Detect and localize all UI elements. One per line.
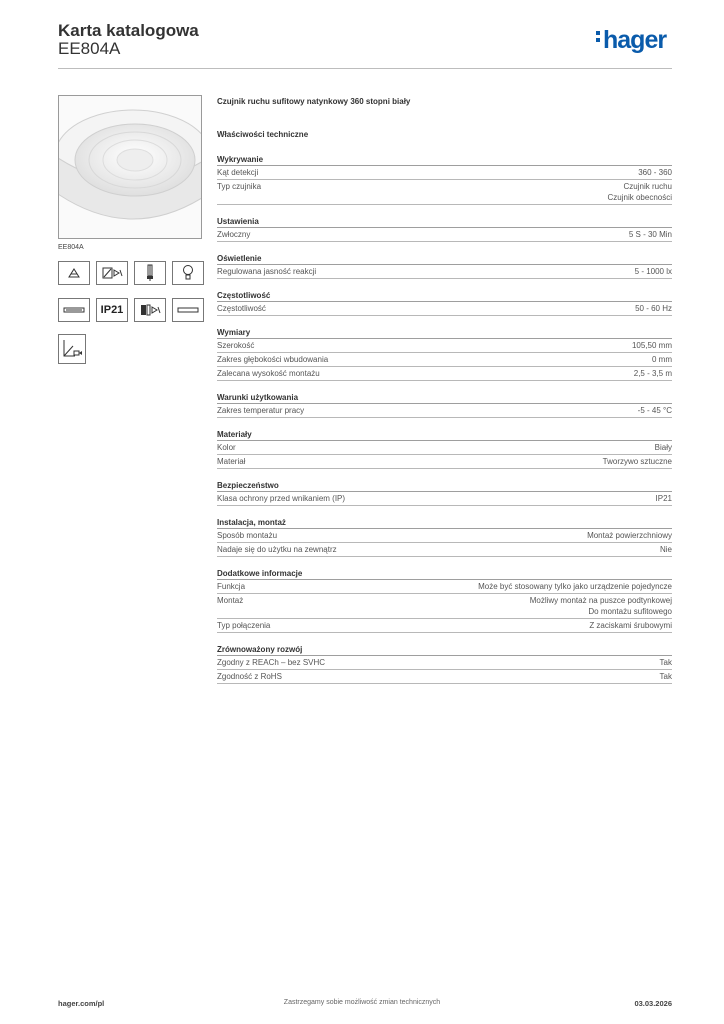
spec-label: Materiał bbox=[217, 457, 246, 466]
spec-label: Kolor bbox=[217, 443, 236, 452]
spec-value bbox=[632, 340, 672, 351]
spec-group-title: Instalacja, montaż bbox=[217, 517, 672, 529]
spec-label: Kąt detekcji bbox=[217, 168, 259, 177]
spec-label: Typ czujnika bbox=[217, 182, 262, 191]
spec-value-line: Biały bbox=[654, 443, 672, 452]
spec-value-line: Może być stosowany tylko jako urządzenie pojedyncze bbox=[478, 582, 672, 591]
spec-value bbox=[608, 181, 672, 203]
image-caption: EE804A bbox=[58, 244, 84, 251]
spec-row bbox=[217, 529, 672, 543]
spec-row bbox=[217, 580, 672, 594]
spec-value-line: Tworzywo sztuczne bbox=[602, 457, 672, 466]
spec-row bbox=[217, 228, 672, 242]
spec-value-line: Montaż powierzchniowy bbox=[587, 531, 672, 540]
led-strip-icon bbox=[58, 298, 90, 322]
spec-group-title: Oświetlenie bbox=[217, 253, 672, 265]
spec-value-line: -5 - 45 °C bbox=[637, 406, 672, 415]
spec-row bbox=[217, 492, 672, 506]
spec-group-title: Dodatkowe informacje bbox=[217, 568, 672, 580]
spec-row bbox=[217, 166, 672, 180]
spec-label: Zakres temperatur pracy bbox=[217, 406, 305, 415]
spec-value bbox=[660, 657, 672, 668]
ceiling-sensor-icon bbox=[59, 96, 202, 239]
spec-row bbox=[217, 367, 672, 381]
spec-label: Częstotliwość bbox=[217, 304, 266, 313]
product-name: Czujnik ruchu sufitowy natynkowy 360 stopni biały bbox=[217, 97, 411, 106]
technical-properties-heading: Właściwości techniczne bbox=[217, 130, 309, 139]
spec-row bbox=[217, 619, 672, 633]
spec-value bbox=[655, 442, 672, 453]
product-code: EE804A bbox=[58, 39, 121, 58]
spec-value-line: 50 - 60 Hz bbox=[635, 304, 672, 313]
fluorescent-lamp-icon bbox=[134, 261, 166, 285]
motion-sensor-icon bbox=[96, 261, 128, 285]
spec-value-line: Czujnik ruchu bbox=[623, 182, 672, 191]
spec-value bbox=[660, 544, 672, 555]
spec-value-line: Nie bbox=[659, 545, 672, 554]
spec-value-line: Do montażu sufitowego bbox=[588, 607, 672, 616]
spec-value bbox=[656, 493, 672, 504]
spec-value-line: 360 - 360 bbox=[638, 168, 672, 177]
spec-label: Zakres głębokości wbudowania bbox=[217, 355, 329, 364]
incandescent-bulb-icon bbox=[172, 261, 204, 285]
spec-label: Nadaje się do użytku na zewnątrz bbox=[217, 545, 337, 554]
product-image bbox=[58, 95, 202, 239]
spec-group-title: Wykrywanie bbox=[217, 154, 672, 166]
ceiling-mount-icon bbox=[58, 261, 90, 285]
spec-value-line: 105,50 mm bbox=[631, 341, 672, 350]
spec-label: Szerokość bbox=[217, 341, 255, 350]
spec-group-title: Bezpieczeństwo bbox=[217, 480, 672, 492]
spec-row bbox=[217, 656, 672, 670]
spec-row bbox=[217, 455, 672, 469]
footer-disclaimer: Zastrzegamy sobie możliwość zmian technicznych bbox=[283, 999, 441, 1006]
document-title: Karta katalogowa bbox=[58, 21, 199, 40]
spec-label: Sposób montażu bbox=[217, 531, 278, 540]
spec-label: Montaż bbox=[217, 596, 244, 605]
logo-dots-icon bbox=[596, 28, 601, 45]
spec-value bbox=[635, 303, 672, 314]
spec-value bbox=[638, 405, 672, 416]
ip21-icon: IP21 bbox=[96, 298, 128, 322]
spec-group-title: Zrównoważony rozwój bbox=[217, 644, 672, 656]
spec-label: Funkcja bbox=[217, 582, 246, 591]
header-divider bbox=[58, 68, 672, 69]
spec-label: Klasa ochrony przed wnikaniem (IP) bbox=[217, 494, 346, 503]
hager-logo[interactable]: hager bbox=[596, 26, 666, 55]
spec-row bbox=[217, 543, 672, 557]
spec-value-line: Tak bbox=[659, 672, 672, 681]
spec-value bbox=[530, 595, 672, 617]
spec-value bbox=[638, 167, 672, 178]
spec-row bbox=[217, 670, 672, 684]
spec-row bbox=[217, 302, 672, 316]
spec-label: Typ połączenia bbox=[217, 621, 271, 630]
spec-value bbox=[629, 229, 672, 240]
spec-value bbox=[589, 620, 672, 631]
spec-group-title: Warunki użytkowania bbox=[217, 392, 672, 404]
spec-label: Zgodny z REACh – bez SVHC bbox=[217, 658, 326, 667]
spec-group-title: Częstotliwość bbox=[217, 290, 672, 302]
spec-value bbox=[652, 354, 672, 365]
spec-value-line: Z zaciskami śrubowymi bbox=[589, 621, 672, 630]
spec-value-line: IP21 bbox=[655, 494, 672, 503]
spec-row bbox=[217, 353, 672, 367]
spec-row bbox=[217, 265, 672, 279]
spec-groups bbox=[217, 154, 672, 684]
spec-value-line: 0 mm bbox=[652, 355, 672, 364]
spec-value bbox=[587, 530, 672, 541]
linear-lamp-icon bbox=[172, 298, 204, 322]
specification-section bbox=[217, 96, 672, 684]
installation-tool-icon bbox=[58, 334, 86, 364]
spec-value-line: 5 - 1000 lx bbox=[634, 267, 672, 276]
spec-value bbox=[634, 368, 672, 379]
motion-presence-icon bbox=[134, 298, 166, 322]
footer-date: 03.03.2026 bbox=[634, 999, 672, 1008]
spec-value-line: Możliwy montaż na puszce podtynkowej bbox=[529, 596, 672, 605]
spec-label: Zwłoczny bbox=[217, 230, 251, 239]
spec-group-title: Wymiary bbox=[217, 327, 672, 339]
spec-value-line: 5 S - 30 Min bbox=[628, 230, 672, 239]
spec-value bbox=[603, 456, 672, 467]
spec-row bbox=[217, 180, 672, 205]
spec-value-line: 2,5 - 3,5 m bbox=[633, 369, 672, 378]
spec-value bbox=[635, 266, 672, 277]
spec-value bbox=[660, 671, 672, 682]
footer-website-link[interactable]: hager.com/pl bbox=[58, 999, 105, 1008]
spec-label: Regulowana jasność reakcji bbox=[217, 267, 317, 276]
spec-row bbox=[217, 404, 672, 418]
spec-row bbox=[217, 594, 672, 619]
spec-value-line: Tak bbox=[659, 658, 672, 667]
spec-group-title: Ustawienia bbox=[217, 216, 672, 228]
spec-value-line: Czujnik obecności bbox=[607, 193, 672, 202]
spec-label: Zalecana wysokość montażu bbox=[217, 369, 320, 378]
spec-label: Zgodność z RoHS bbox=[217, 672, 282, 681]
spec-row bbox=[217, 441, 672, 455]
spec-row bbox=[217, 339, 672, 353]
spec-value bbox=[478, 581, 672, 592]
spec-group-title: Materiały bbox=[217, 429, 672, 441]
